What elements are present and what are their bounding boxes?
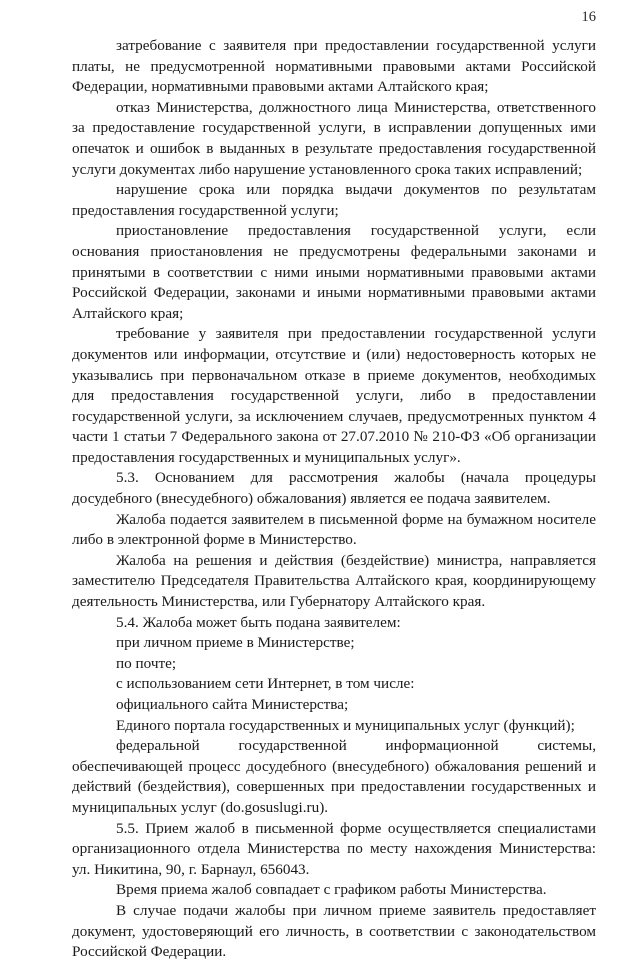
paragraph: приостановление предоставления государственной услуги, если основания приостановления не предусмотрены федеральными законами и принятыми в соответствии с ними иными нормативными правовыми актами Российской Федерации, законами и иными нормативными правовыми актами Алтайского края; — [72, 222, 596, 322]
paragraph: нарушение срока или порядка выдачи документов по результатам предоставления государственной услуги; — [72, 181, 596, 219]
paragraph: отказ Министерства, должностного лица Министерства, ответственного за предоставление государственной услуги, в исправлении допущенных ими опечаток и ошибок в выданных в результате предоставления государственной услуги документах либо нарушение установленного срока таких исправлений; — [72, 98, 596, 178]
paragraph: требование у заявителя при предоставлении государственной услуги документов или информации, отсутствие и (или) недостоверность которых не указывались при первоначальном отказе в приеме документов, необходимых для предоставления государственной услуги, либо в предоставлении государственной услуги, за исключением случаев, предусмотренных пунктом 4 части 1 статьи 7 Федерального закона от 27.07.2010 № 210-ФЗ «Об организации предоставления государственных и муниципальных услуг». — [72, 325, 596, 466]
list-item: федеральной государственной информационной системы, обеспечивающей процесс досудебного (внесудебного) обжалования решений и действий (бездействия), совершенных при предоставлении государственных и муниципальных услуг (do.gosuslugi.ru). — [72, 737, 596, 816]
paragraph: Время приема жалоб совпадает с графиком работы Министерства. — [116, 881, 547, 899]
page-number: 16 — [581, 9, 596, 25]
section-5-4-paragraph: 5.4. Жалоба может быть подана заявителем: — [116, 613, 401, 631]
list-item: официального сайта Министерства; — [116, 696, 349, 713]
document-body — [72, 36, 596, 963]
list-item: с использованием сети Интернет, в том числе: — [116, 675, 415, 693]
paragraph: Жалоба на решения и действия (бездействие) министра, направляется заместителю Председателя Правительства Алтайского края, координирующему деятельность Министерства, или Губернатору Алтайского края. — [72, 551, 596, 611]
list-item: при личном приеме в Министерстве; — [116, 634, 355, 652]
list-item: по почте; — [116, 654, 177, 672]
paragraph: Жалоба подается заявителем в письменной форме на бумажном носителе либо в электронной форме в Министерство. — [72, 510, 596, 549]
list-item: Единого портала государственных и муниципальных услуг (функций); — [116, 716, 575, 734]
section-5-5-paragraph: 5.5. Прием жалоб в письменной форме осуществляется специалистами организационного отдела Министерства по месту нахождения Министерства: ул. Никитина, 90, г. Барнаул, 656043. — [72, 819, 596, 878]
paragraph: В случае подачи жалобы при личном приеме заявитель предоставляет документ, удостоверяющий его личность, в соответствии с законодательством Российской Федерации. — [72, 901, 596, 961]
paragraph: затребование с заявителя при предоставлении государственной услуги платы, не предусмотренной нормативными правовыми актами Российской Федерации, нормативными правовыми актами Алтайского края; — [72, 37, 596, 96]
section-5-3-paragraph: 5.3. Основанием для рассмотрения жалобы (начала процедуры досудебного (внесудебного) обжалования) является ее подача заявителем. — [72, 469, 596, 508]
